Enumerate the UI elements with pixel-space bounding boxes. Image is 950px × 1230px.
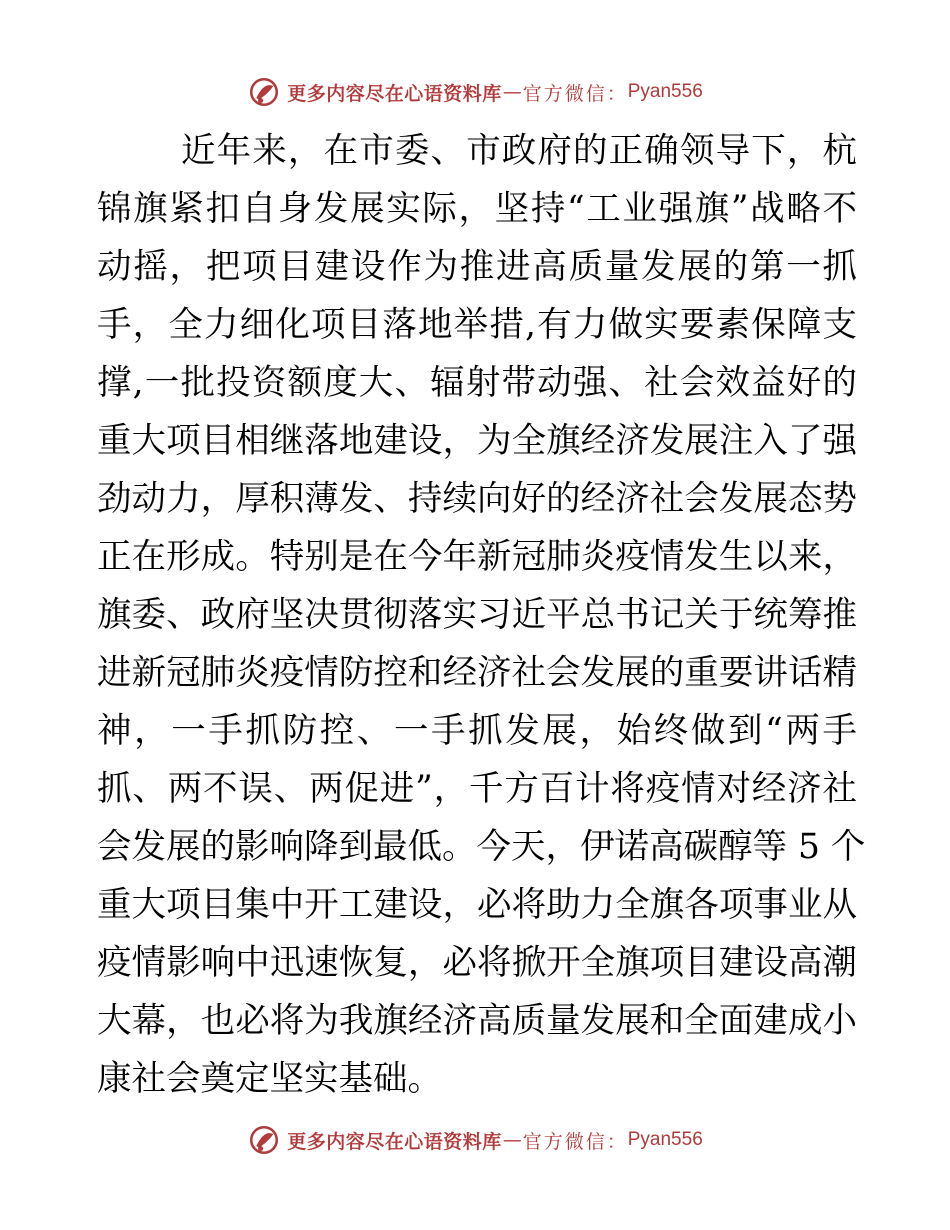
paragraph-line: 大幕，也必将为我旗经济高质量发展和全面建成小	[97, 1001, 857, 1041]
paragraph-line: 重大项目集中开工建设，必将助力全旗各项事业从	[97, 885, 857, 925]
paragraph-line: 动摇，把项目建设作为推进高质量发展的第一抓	[97, 247, 857, 287]
banner-wechat-handle: Pyan556	[627, 81, 703, 102]
banner-brand-text: 更多内容尽在心语资料库	[287, 82, 502, 105]
footer-watermark-banner	[0, 1120, 950, 1160]
banner-wechat-label: 官方微信：	[522, 82, 628, 105]
document-paragraph	[97, 122, 866, 1108]
paragraph-line: 撑,一批投资额度大、辐射带动强、社会效益好的	[97, 363, 857, 403]
paragraph-line: 进新冠肺炎疫情防控和经济社会发展的重要讲话精	[97, 653, 857, 693]
banner-wechat-handle: Pyan556	[627, 1129, 703, 1150]
paragraph-line: 抓、两不误、两促进”，千方百计将疫情对经济社	[97, 769, 857, 809]
brand-logo-icon	[247, 75, 281, 109]
paragraph-line: 近年来，在市委、市政府的正确领导下，杭	[181, 131, 857, 171]
banner-wechat-label: 官方微信：	[522, 1130, 628, 1153]
banner-brand-text: 更多内容尽在心语资料库	[287, 1130, 502, 1153]
paragraph-line: 重大项目相继落地建设，为全旗经济发展注入了强	[97, 421, 857, 461]
paragraph-line: 正在形成。特别是在今年新冠肺炎疫情发生以来，	[97, 537, 857, 577]
paragraph-line: 旗委、政府坚决贯彻落实习近平总书记关于统筹推	[97, 595, 857, 635]
paragraph-line: 会发展的影响降到最低。今天，伊诺高碳醇等 5 个	[97, 827, 866, 867]
brand-logo-icon	[247, 1123, 281, 1157]
paragraph-line: 神，一手抓防控、一手抓发展，始终做到“两手	[97, 711, 857, 751]
paragraph-line: 锦旗紧扣自身发展实际，坚持“工业强旗”战略不	[97, 189, 857, 229]
header-watermark-banner	[0, 72, 950, 112]
paragraph-line: 疫情影响中迅速恢复，必将掀开全旗项目建设高潮	[97, 943, 857, 983]
banner-separator: —	[502, 1129, 522, 1151]
paragraph-line: 手，全力细化项目落地举措,有力做实要素保障支	[97, 305, 857, 345]
paragraph-line: 劲动力，厚积薄发、持续向好的经济社会发展态势	[97, 479, 857, 519]
banner-separator: —	[502, 81, 522, 103]
paragraph-line: 康社会奠定坚实基础。	[97, 1059, 442, 1099]
